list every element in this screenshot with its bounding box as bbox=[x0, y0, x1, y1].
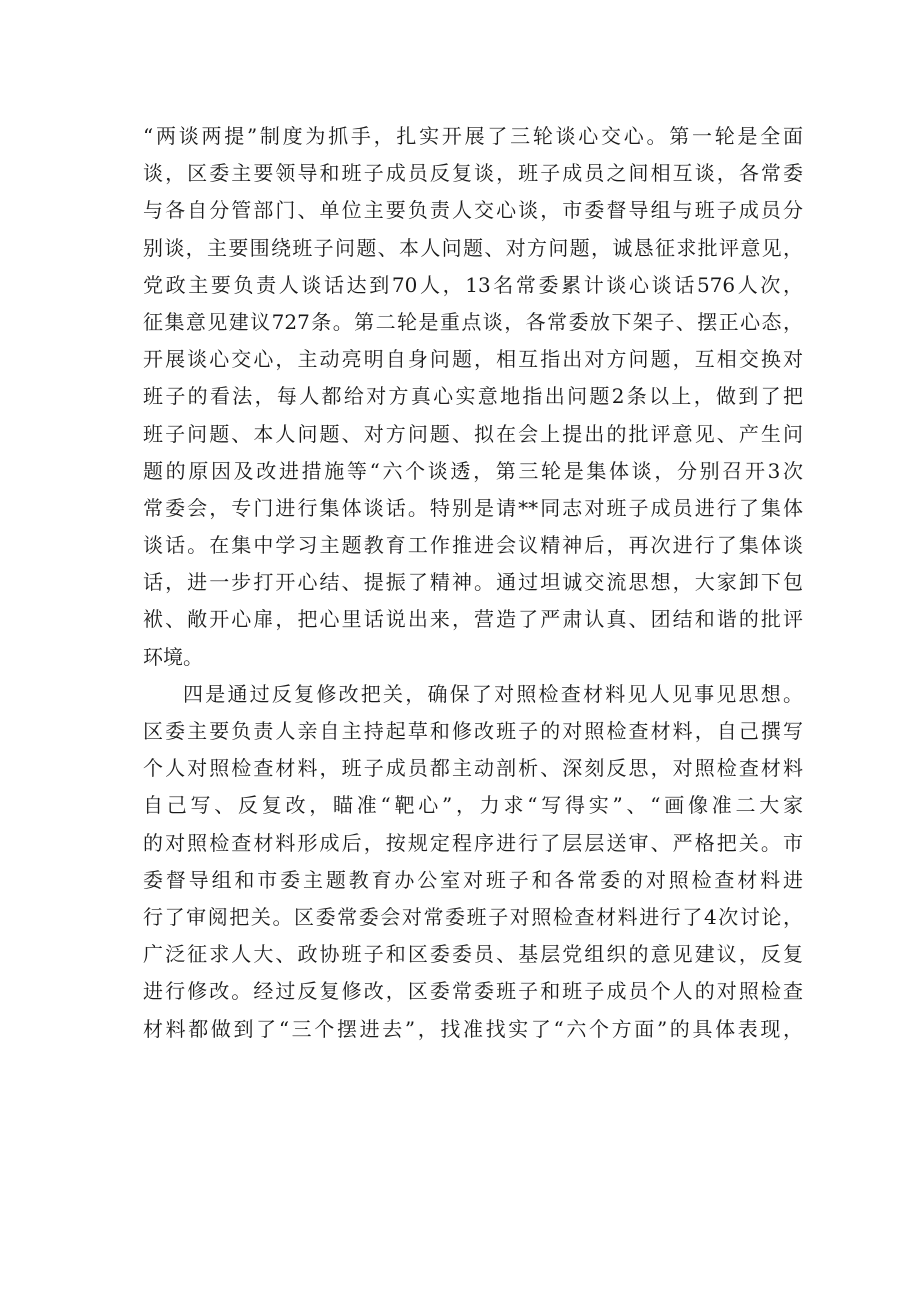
text-line: 谈话。在集中学习主题教育工作推进会议精神后，再次进行了集体谈 bbox=[143, 533, 803, 558]
text-line: 常委会，专门进行集体谈话。特别是请**同志对班子成员进行了集体 bbox=[143, 495, 803, 520]
text-line: 四是通过反复修改把关，确保了对照检查材料见人见事见思想。 bbox=[183, 681, 803, 706]
document-body bbox=[143, 118, 803, 1048]
text-line: 别谈，主要围绕班子问题、本人问题、对方问题，诚恳征求批评意见， bbox=[143, 235, 803, 260]
text-line: 区委主要负责人亲自主持起草和修改班子的对照检查材料，自己撰写 bbox=[143, 719, 803, 743]
text-line: 班子问题、本人问题、对方问题、拟在会上提出的批评意见、产生问 bbox=[143, 421, 803, 446]
text-line: 谈，区委主要领导和班子成员反复谈，班子成员之间相互谈，各常委 bbox=[143, 161, 803, 186]
text-line: 题的原因及改进措施等“六个谈透，第三轮是集体谈，分别召开3次 bbox=[143, 458, 803, 483]
text-line: 与各自分管部门、单位主要负责人交心谈，市委督导组与班子成员分 bbox=[143, 198, 803, 223]
text-line: 自己写、反复改，瞄准“靶心”，力求“写得实”、“画像准二大家 bbox=[143, 793, 803, 818]
text-line: 进行修改。经过反复修改，区委常委班子和班子成员个人的对照检查 bbox=[143, 979, 803, 1004]
text-line: 班子的看法，每人都给对方真心实意地指出问题2条以上，做到了把 bbox=[143, 384, 803, 409]
text-line: 行了审阅把关。区委常委会对常委班子对照检查材料进行了4次讨论， bbox=[143, 904, 803, 929]
text-line: 袱、敞开心扉，把心里话说出来，营造了严肃认真、团结和谐的批评 bbox=[143, 607, 803, 632]
text-line: “两谈两提”制度为抓手，扎实开展了三轮谈心交心。第一轮是全面 bbox=[143, 124, 803, 148]
text-line: 委督导组和市委主题教育办公室对班子和各常委的对照检查材料进 bbox=[143, 867, 803, 892]
text-line: 的对照检查材料形成后，按规定程序进行了层层送审、严格把关。市 bbox=[143, 830, 803, 855]
text-line: 个人对照检查材料，班子成员都主动剖析、深刻反思，对照检查材料 bbox=[143, 756, 803, 781]
text-line: 党政主要负责人谈话达到70人，13名常委累计谈心谈话576人次， bbox=[143, 272, 803, 297]
text-line: 材料都做到了“三个摆进去”，找准找实了“六个方面”的具体表现， bbox=[143, 1016, 803, 1041]
text-line: 广泛征求人大、政协班子和区委委员、基层党组织的意见建议，反复 bbox=[143, 942, 803, 967]
text-line: 环境。 bbox=[143, 644, 203, 669]
text-line: 话，进一步打开心结、提振了精神。通过坦诚交流思想，大家卸下包 bbox=[143, 570, 803, 595]
paragraph-2 bbox=[143, 676, 803, 1048]
text-line: 征集意见建议727条。第二轮是重点谈，各常委放下架子、摆正心态， bbox=[143, 309, 803, 334]
text-line: 开展谈心交心，主动亮明自身问题，相互指出对方问题，互相交换对 bbox=[143, 347, 803, 372]
paragraph-1 bbox=[143, 118, 803, 676]
